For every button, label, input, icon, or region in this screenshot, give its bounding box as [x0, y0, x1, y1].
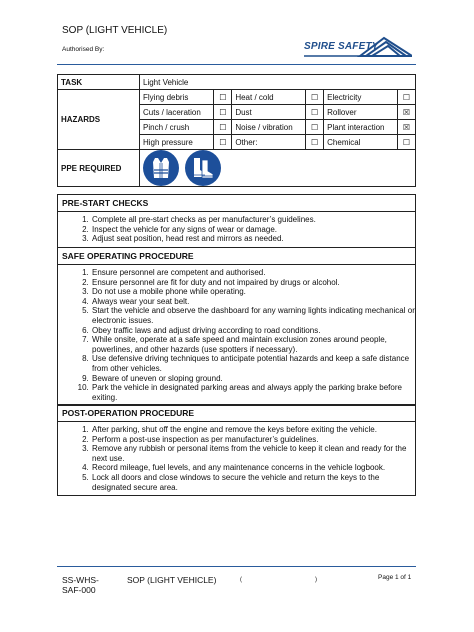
list-item: 3. Do not use a mobile phone while operating. — [91, 287, 415, 297]
hazard-name: Chemical — [324, 135, 398, 150]
ppe-icons — [140, 150, 416, 187]
footer-title: SOP (LIGHT VEHICLE) — [127, 575, 217, 585]
hazard-checkbox[interactable]: ☐ — [306, 90, 324, 105]
document-code: SS-WHS-SAF-000 — [62, 575, 99, 595]
logo-text: SPIRE SAFETY — [304, 41, 379, 52]
hazard-name: Dust — [232, 105, 306, 120]
list-item: 1. Ensure personnel are competent and authorised. — [91, 268, 415, 278]
hazard-checkbox[interactable]: ☐ — [214, 90, 232, 105]
safety-boots-icon — [185, 150, 221, 186]
list-item: 5. Start the vehicle and observe the dashboard for any warning lights indicating mechanical or electronic issues. — [91, 306, 415, 325]
list-item: 2. Inspect the vehicle for any signs of wear or damage. — [91, 225, 415, 235]
company-logo — [300, 30, 412, 62]
task-hazard-table — [57, 74, 416, 187]
list-item: 8. Use defensive driving techniques to anticipate potential hazards and keep a safe distance from other vehicles. — [91, 354, 415, 373]
list-item: 6. Obey traffic laws and adjust driving according to road conditions. — [91, 326, 415, 336]
footer-paren-close: ) — [315, 577, 317, 583]
list-item: 10. Park the vehicle in designated parking areas and always apply the parking brake before exiting. — [91, 383, 415, 402]
section-heading: PRE-START CHECKS — [58, 195, 415, 212]
header-divider — [57, 64, 416, 65]
list-item: 1. Complete all pre-start checks as per manufacturer’s guidelines. — [91, 215, 415, 225]
list-item: 4. Record mileage, fuel levels, and any maintenance concerns in the vehicle logbook. — [91, 463, 415, 473]
hazard-name: Electricity — [324, 90, 398, 105]
hazard-name: Heat / cold — [232, 90, 306, 105]
hi-vis-vest-icon — [143, 150, 179, 186]
authorised-by-label: Authorised By: — [62, 46, 105, 53]
document-title: SOP (LIGHT VEHICLE) — [62, 25, 168, 36]
hazard-name: High pressure — [140, 135, 214, 150]
list-item: 9. Beware of uneven or sloping ground. — [91, 374, 415, 384]
post-operation-section — [57, 404, 416, 496]
list-item: 3. Remove any rubbish or personal items from the vehicle to keep it clean and ready for the next use. — [91, 444, 415, 463]
list-item: 1. After parking, shut off the engine and remove the keys before exiting the vehicle. — [91, 425, 415, 435]
section-heading: POST-OPERATION PROCEDURE — [58, 405, 415, 422]
hazard-checkbox[interactable]: ☐ — [398, 90, 416, 105]
hazard-checkbox[interactable]: ☐ — [306, 105, 324, 120]
task-value: Light Vehicle — [140, 75, 416, 90]
list-item: 2. Ensure personnel are fit for duty and not impaired by drugs or alcohol. — [91, 278, 415, 288]
list-item: 7. While onsite, operate at a safe speed and maintain exclusion zones around people, powerlines, and other hazards (use spotters if necessary). — [91, 335, 415, 354]
list-item: 3. Adjust seat position, head rest and mirrors as needed. — [91, 234, 415, 244]
hazard-name: Flying debris — [140, 90, 214, 105]
pre-start-section — [57, 194, 416, 248]
section-heading: SAFE OPERATING PROCEDURE — [58, 248, 415, 265]
list-item: 2. Perform a post-use inspection as per manufacturer’s guidelines. — [91, 435, 415, 445]
hazard-name: Other: — [232, 135, 306, 150]
footer-divider — [57, 566, 416, 567]
hazard-checkbox[interactable]: ☐ — [214, 135, 232, 150]
hazard-name: Plant interaction — [324, 120, 398, 135]
hazard-name: Pinch / crush — [140, 120, 214, 135]
ppe-label: PPE REQUIRED — [58, 150, 140, 187]
hazard-checkbox[interactable]: ☒ — [398, 105, 416, 120]
hazard-name: Rollover — [324, 105, 398, 120]
page-number: Page 1 of 1 — [378, 574, 412, 581]
safe-operating-section — [57, 247, 416, 406]
hazard-checkbox[interactable]: ☐ — [214, 105, 232, 120]
hazard-checkbox[interactable]: ☐ — [306, 120, 324, 135]
hazard-name: Cuts / laceration — [140, 105, 214, 120]
hazards-label: HAZARDS — [58, 90, 140, 150]
hazard-checkbox[interactable]: ☐ — [398, 135, 416, 150]
mountain-logo-icon — [300, 30, 412, 62]
hazard-checkbox[interactable]: ☒ — [398, 120, 416, 135]
list-item: 4. Always wear your seat belt. — [91, 297, 415, 307]
hazard-checkbox[interactable]: ☐ — [306, 135, 324, 150]
hazard-name: Noise / vibration — [232, 120, 306, 135]
task-label: TASK — [58, 75, 140, 90]
hazard-checkbox[interactable]: ☐ — [214, 120, 232, 135]
list-item: 5. Lock all doors and close windows to secure the vehicle and return the keys to the designated secure area. — [91, 473, 415, 492]
footer-paren-open: ( — [240, 577, 242, 583]
